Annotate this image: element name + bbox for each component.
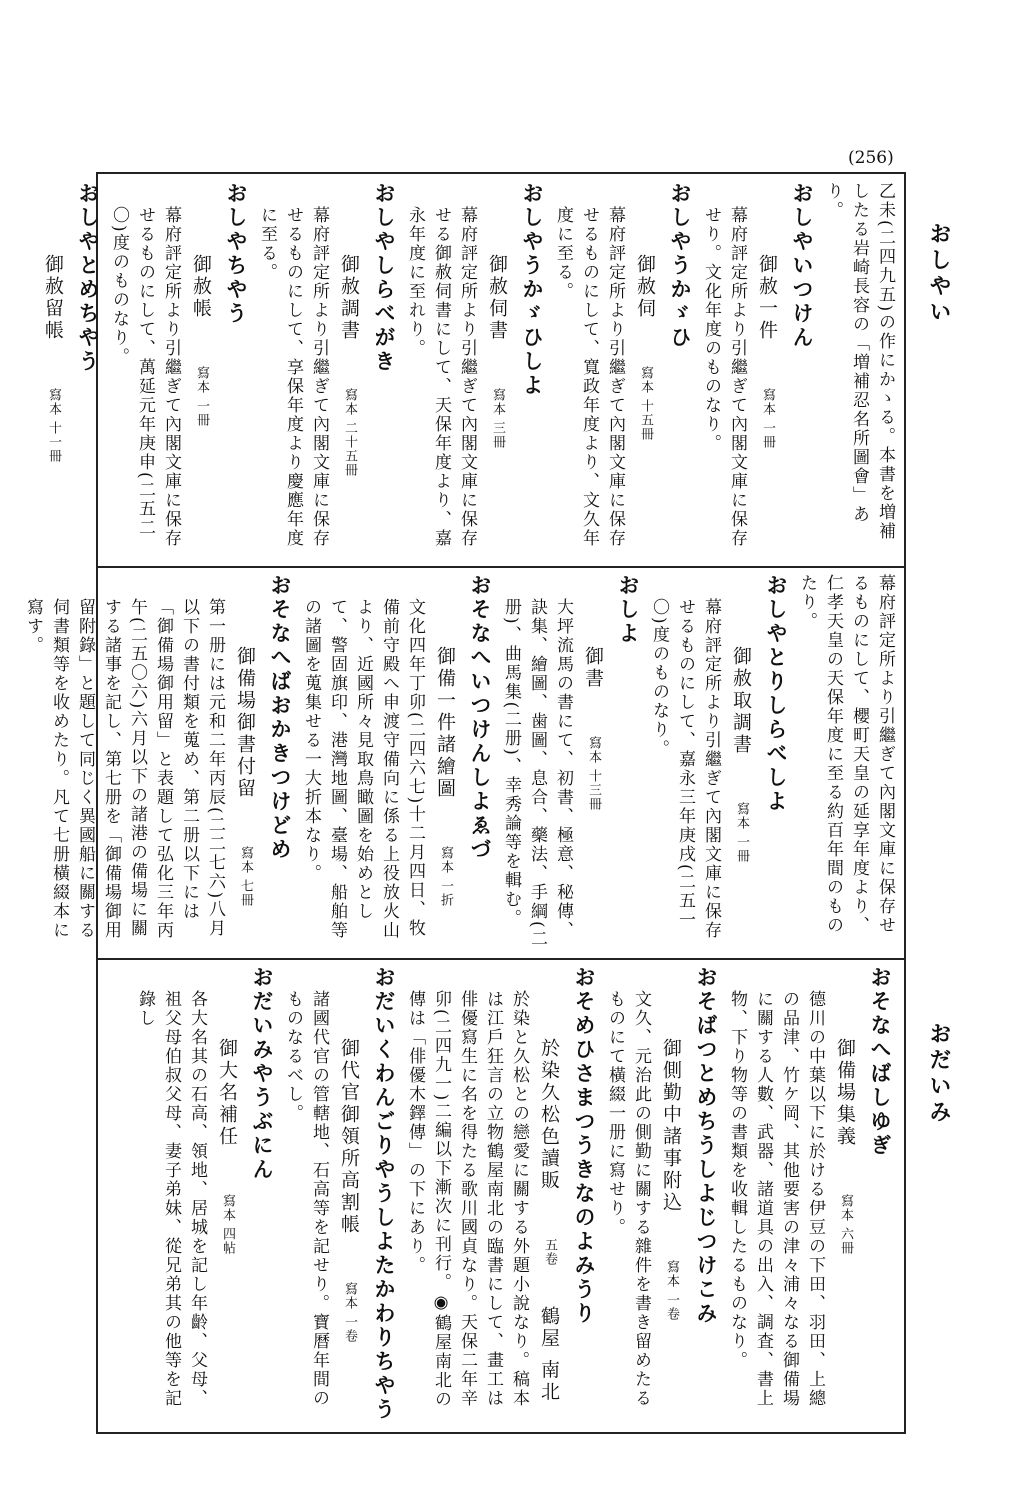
entry-body: 幕府評定所より引繼ぎて內閣文庫に保存せるものにして、寬政年度より、文久年度に至る。 [553, 206, 625, 548]
entry-body: 幕府評定所より引繼ぎて內閣文庫に保存せるものにして、嘉永三年庚戌(二五一〇)度のものなり。 [649, 598, 721, 940]
entry-heading: おしやちやう [224, 182, 248, 326]
entry-body: 幕府評定所より引繼ぎて內閣文庫に保存せるものにして、萬延元年庚申(二五二〇)度のものなり。 [109, 206, 181, 548]
entry-title: 於染久松色讀販 [538, 1038, 560, 1192]
running-head-left: おだいみ [926, 1022, 951, 1126]
entry-title: 御書 [582, 646, 604, 690]
entry-body: 幕府評定所より引繼ぎて內閣文庫に保存せる御赦伺書にして、天保年度より、嘉永年度に至れり。 [405, 206, 477, 548]
entry-title: 御赦取調書 [730, 646, 752, 756]
entry-heading: おしやうかゞひしよ [520, 182, 544, 398]
entry-body: 諸國代官の管轄地、石高等を記せり。寶曆年間のものなるべし。 [283, 990, 329, 1408]
tier-divider-2 [96, 958, 906, 960]
entry-title-line [210, 966, 244, 1426]
entry-volume: 寫本 一卷 [664, 1232, 679, 1322]
entry-heading: おそなへばしゆぎ [868, 966, 892, 1158]
entry-body: 第一册には元和二年丙辰(二二七六)八月以下の書付類を蒐め、第二册以下には「御備場御用留」と表題して弘化三年丙午(二五〇六)六月以下の諸港の備場に關する諸事を記し、第七册を「御備場御用留附錄」と題して同じく異國船に關する伺書類等を收めたり。凡て七册橫綴本に寫す。 [23, 598, 225, 940]
entry-body: 乙未(二四九五)の作にかゝる。本書を増補したる岩崎長容の「増補忍名所圖會」あり。 [823, 182, 895, 542]
entry-title: 御赦留帳 [42, 254, 64, 342]
entry-volume: 寫本 一冊 [760, 360, 775, 450]
entry-heading: おしやいつけん [790, 182, 814, 350]
running-head-right: おしやい [926, 222, 951, 326]
entry-volume: 寫本 十一冊 [46, 360, 61, 464]
entry-title-line [332, 182, 366, 560]
entry-volume: 五卷 [542, 1210, 557, 1266]
entry-heading: おしやうかゞひ [668, 182, 692, 350]
entry-title: 御大名補任 [216, 1038, 238, 1148]
entry-volume: 寫本 六冊 [838, 1166, 853, 1256]
entry-volume: 寫本 十五冊 [638, 338, 653, 442]
entry-title-line [36, 182, 70, 560]
entry-body: 德川の中葉以下に於ける伊豆の下田、羽田、上總の品津、竹ケ岡、其他要害の津々浦々なる御備場に關する人數、武器、諸道具の出入、調査、書上物、下り物等の書類を收輯したるものなり。 [727, 990, 825, 1408]
entry-body: 文久、元治此の側勤に關する雜件を書き留めたるものにて橫綴一册に寫せり。 [605, 990, 651, 1408]
entry-title-line [576, 574, 610, 952]
tier-bottom [104, 966, 898, 1426]
tier-top [42, 182, 898, 560]
entry-volume: 寫本 四帖 [220, 1166, 235, 1256]
entry-title-line [332, 966, 366, 1426]
entry-title: 御備場御書付留 [234, 646, 256, 800]
entry-volume: 寫本 二十五冊 [342, 360, 357, 478]
entry-body: 各大名其の石高、領地、居城を記し年齡、父母、祖父母伯叔父母、妻子弟妹、從兄弟其の他等を記錄し [135, 990, 207, 1408]
entry-body: 文化四年丁卯(二四六七)十二月四日、牧備前守殿へ申渡守備向に係る上役放火山より、近國所々見取鳥瞰圖を始めとして、警固旗印、港灣地圖、臺場、船舶等の諸圖を蒐集せる一大折本なり。 [301, 598, 425, 940]
entry-title: 御赦伺書 [486, 254, 508, 342]
entry-title-line [628, 182, 662, 560]
entry-heading: おしやとりしらべしよ [764, 574, 788, 814]
entry-title-line [184, 182, 218, 560]
entry-title: 御代官御領所高割帳 [338, 1038, 360, 1236]
entry-title: 御赦帳 [190, 254, 212, 320]
entry-title: 御備場集義 [834, 1038, 856, 1148]
entry-heading: おしやとめちやう [76, 182, 100, 374]
entry-volume: 寫本 七冊 [238, 818, 253, 908]
entry-heading: おそばつとめちうしよじつけこみ [694, 966, 718, 1326]
entry-title: 御側勤中諸事附込 [660, 1038, 682, 1214]
entry-body: 大坪流馬の書にて、初書、極意、秘傳、訣集、繪圖、歯圖、息合、藥法、手綱(二册)、曲馬集(二册)、幸秀論等を輯む。 [501, 598, 573, 949]
tier-divider-1 [96, 566, 906, 568]
entry-heading: おだいくわんごりやうしよたかわりちやう [372, 966, 396, 1422]
entry-heading: おしやしらべがき [372, 182, 396, 374]
entry-volume: 寫本 三冊 [490, 360, 505, 450]
entry-title: 御赦伺 [634, 254, 656, 320]
entry-volume: 寫本 一冊 [194, 338, 209, 428]
entry-volume: 寫本 一冊 [734, 774, 749, 864]
entry-title: 御赦一件 [756, 254, 778, 342]
entry-heading: おそなへばおかきつけどめ [268, 574, 292, 862]
entry-volume: 寫本 十三冊 [586, 708, 601, 812]
entry-body: 於染と久松との戀愛に關する外題小說なり。稿本は江戶狂言の立物鶴屋南北の臨書にして、畫工は俳優寫生に名を得たる歌川國貞なり。天保二年辛卯(二四九一)二編以下漸次に刊行。◉鶴屋南北の傳は「俳優木鐸傳」の下にあり。 [405, 990, 529, 1410]
entry-author: 鶴屋 南北 [538, 1284, 560, 1404]
entry-title-line [750, 182, 784, 560]
entry-title-line [532, 966, 566, 1426]
entry-body: 幕府評定所より引繼ぎて內閣文庫に保存せるものにして、享保年度より慶應年度に至る。 [257, 206, 329, 548]
entry-title-line [480, 182, 514, 560]
entry-volume: 寫本 一折 [438, 818, 453, 908]
entry-title-line [654, 966, 688, 1426]
entry-title-line [428, 574, 462, 952]
tier-middle [23, 574, 898, 952]
entry-body: 幕府評定所より引繼ぎて內閣文庫に保存せり。文化年度のものなり。 [701, 206, 747, 548]
entry-heading: おそめひさまつうきなのよみうり [572, 966, 596, 1326]
entry-volume: 寫本 一卷 [342, 1254, 357, 1344]
entry-title-line [724, 574, 758, 952]
entry-title: 御赦調書 [338, 254, 360, 342]
entry-heading: おそなへいつけんしよゑづ [468, 574, 492, 862]
entry-heading: おしよ [616, 574, 640, 646]
entry-body: 幕府評定所より引繼ぎて內閣文庫に保存せるものにして、櫻町天皇の延享年度より、仁孝天皇の天保年度に至る約百年間のものたり。 [797, 574, 895, 935]
entry-title-line [228, 574, 262, 952]
page-number: (256) [848, 148, 894, 168]
entry-title-line [828, 966, 862, 1426]
entry-title: 御備一件諸繪圖 [434, 646, 456, 800]
entry-heading: おだいみやうぶにん [250, 966, 274, 1182]
